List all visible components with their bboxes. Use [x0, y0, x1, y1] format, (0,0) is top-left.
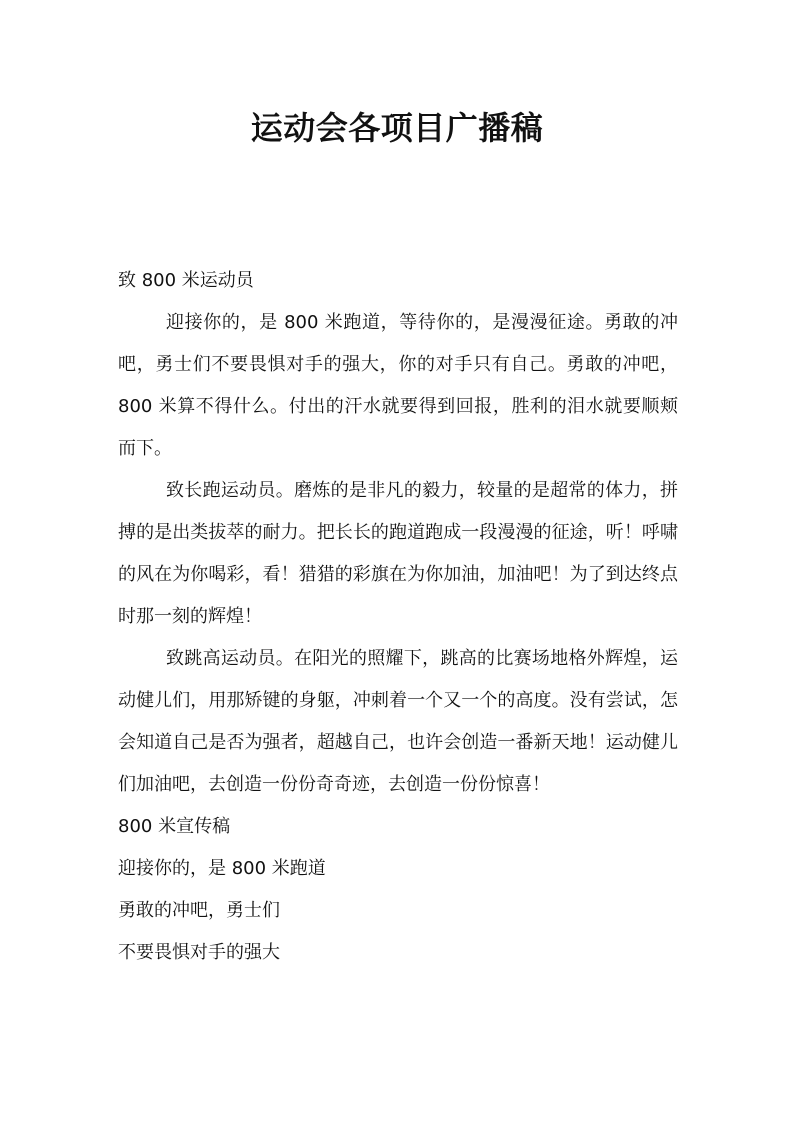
paragraph-800m: 迎接你的，是 800 米跑道，等待你的，是漫漫征途。勇敢的冲吧，勇士们不要畏惧对手的强大，你的对手只有自己。勇敢的冲吧，800 米算不得什么。付出的汗水就要得到回报，胜利的泪水就要顺颊而下。	[118, 312, 678, 459]
document-title: 运动会各项目广播稿	[250, 109, 544, 147]
paragraph-long-run: 致长跑运动员。磨炼的是非凡的毅力，较量的是超常的体力，拼搏的是出类拔萃的耐力。把长长的跑道跑成一段漫漫的征途，听！呼啸的风在为你喝彩，看！猎猎的彩旗在为你加油，加油吧！为了到达终点时那一刻的辉煌！	[118, 480, 678, 627]
document-body	[118, 260, 678, 974]
section-heading-800m: 致 800 米运动员	[118, 270, 254, 291]
paragraph-high-jump: 致跳高运动员。在阳光的照耀下，跳高的比赛场地格外辉煌，运动健儿们，用那矫键的身躯，冲刺着一个又一个的高度。没有尝试，怎会知道自己是否为强者，超越自己，也许会创造一番新天地！运动健儿们加油吧，去创造一份份奇奇迹，去创造一份份惊喜！	[118, 648, 678, 795]
promo-line: 不要畏惧对手的强大	[118, 942, 280, 963]
promo-line: 迎接你的，是 800 米跑道	[118, 858, 326, 879]
promo-heading: 800 米宣传稿	[118, 816, 231, 837]
promo-line: 勇敢的冲吧，勇士们	[118, 900, 280, 921]
